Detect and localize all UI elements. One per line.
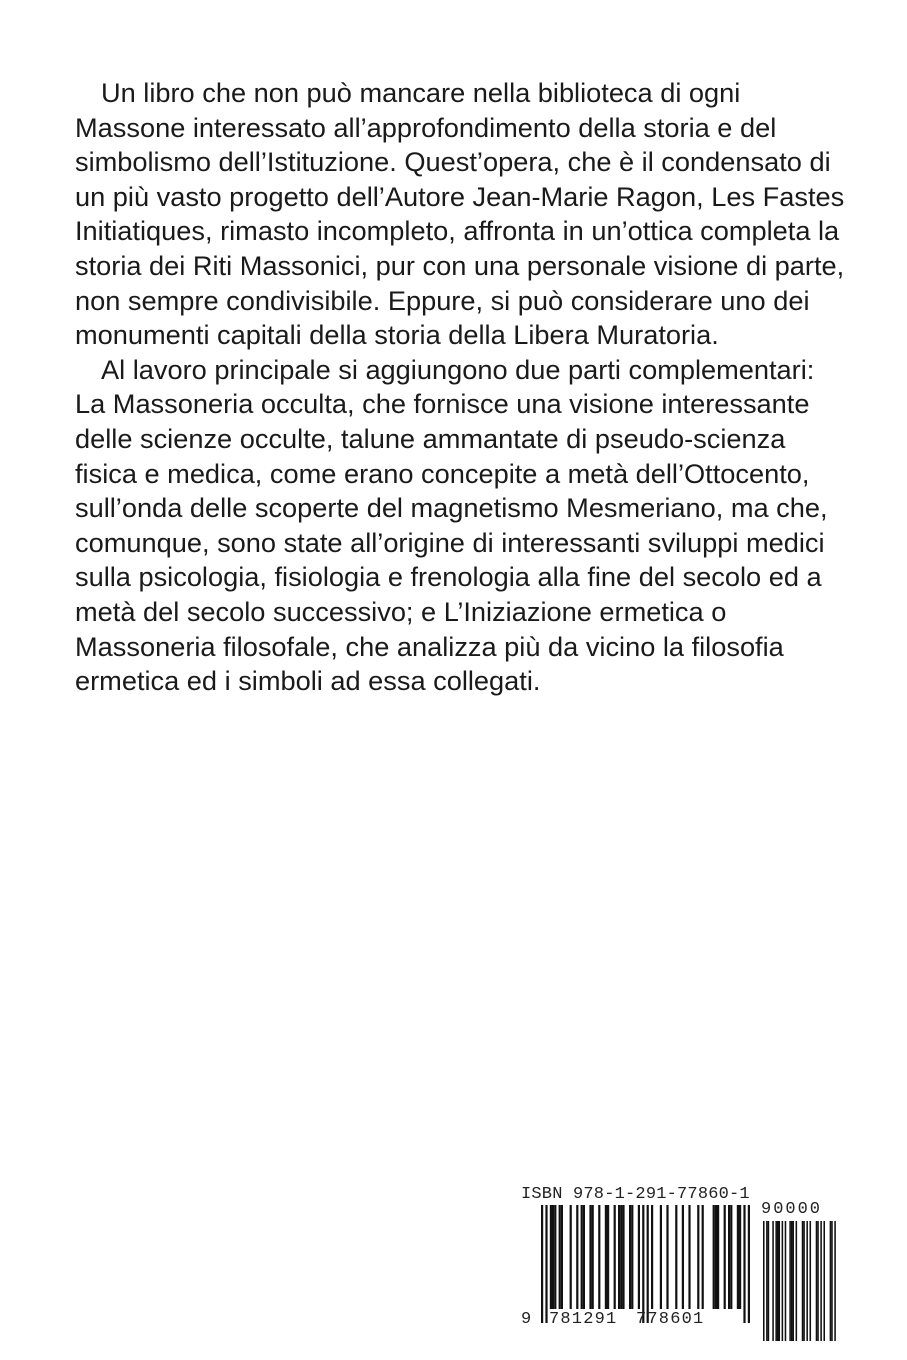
- barcode-bar: [598, 1205, 600, 1309]
- barcode-bar: [581, 1205, 583, 1309]
- back-cover-blurb: [75, 76, 845, 699]
- barcode-bar: [607, 1205, 609, 1309]
- ean13-bars: [527, 1205, 752, 1323]
- barcode-bar: [561, 1205, 563, 1309]
- ean-first-digit: 9: [521, 1310, 533, 1329]
- addon-bar: [777, 1221, 779, 1341]
- addon-bar: [806, 1221, 808, 1341]
- barcode-bar: [682, 1205, 684, 1309]
- addon-bar: [775, 1221, 777, 1341]
- barcode-bar: [715, 1205, 717, 1309]
- ean-right-digits: 778601: [636, 1310, 705, 1329]
- barcode-bar: [702, 1205, 704, 1309]
- addon-bar: [779, 1221, 781, 1341]
- barcode-bar: [642, 1205, 644, 1323]
- barcode-bar: [622, 1205, 624, 1309]
- barcode-bar: [717, 1205, 719, 1309]
- barcode-bar: [605, 1205, 607, 1309]
- addon-bar: [816, 1221, 818, 1341]
- addon-bars: [761, 1221, 841, 1341]
- barcode-bar: [550, 1205, 552, 1309]
- barcode-bar: [541, 1205, 543, 1323]
- addon-bar: [785, 1221, 787, 1341]
- barcode-bar: [545, 1205, 547, 1323]
- addon-digits: 90000: [761, 1200, 823, 1219]
- barcode-bar: [554, 1205, 556, 1309]
- barcode-bar: [688, 1205, 690, 1309]
- addon-bar: [820, 1221, 822, 1341]
- barcode-bar: [724, 1205, 726, 1309]
- barcode-bar: [638, 1205, 640, 1309]
- addon-bar: [791, 1221, 793, 1341]
- addon-bar: [768, 1221, 770, 1341]
- addon-bar: [823, 1221, 825, 1341]
- barcode-bar: [737, 1205, 739, 1309]
- blurb-paragraph-1: Un libro che non può mancare nella biblioteca di ogni Massone interessato all’approfondimento della storia e del simbolismo dell’Istituzione. Quest’opera, che è il condensato di un più vasto progetto dell’Autore Jean-Marie Ragon, Les Fastes Initiatiques, rimasto incompleto, affronta in un’ottica completa la storia dei Riti Massonici, pur con una personale visione di parte, non sempre condivisibile. Eppure, si può considerare uno dei monumenti capitali della storia della Libera Muratoria.: [75, 77, 845, 351]
- ean-left-digits: 781291: [549, 1310, 618, 1329]
- barcode-bar: [620, 1205, 622, 1309]
- barcode-bar: [552, 1205, 554, 1309]
- blurb-paragraph-2: Al lavoro principale si aggiungono due parti complementari: La Massoneria occulta, che fornisce una visione interessante delle scienze occulte, talune ammantate di pseudo-scienza fisica e medica, come erano concepite a metà dell’Ottocento, sull’onda delle scoperte del magnetismo Mesmeriano, ma che, comunque, sono state all’origine di interessanti sviluppi medici sulla psicologia, fisiologia e frenologia alla fine del secolo ed a metà del secolo successivo; e L’Iniziazione ermetica o Massoneria filosofale, che analizza più da vicino la filosofia ermetica ed i simboli ad essa collegati.: [75, 353, 828, 697]
- addon-bar: [817, 1221, 819, 1341]
- barcode-bar: [743, 1205, 745, 1323]
- addon-bar: [789, 1221, 791, 1341]
- barcode-bar: [570, 1205, 572, 1309]
- barcode-bar: [559, 1205, 561, 1309]
- barcode-bar: [697, 1205, 699, 1309]
- barcode-bar: [739, 1205, 741, 1309]
- barcode-bar: [631, 1205, 633, 1309]
- addon-bar: [810, 1221, 812, 1341]
- barcode-bar: [576, 1205, 578, 1309]
- barcode-bar: [666, 1205, 668, 1309]
- addon-bar: [796, 1221, 798, 1341]
- barcode-bar: [647, 1205, 649, 1323]
- addon-bar: [763, 1221, 765, 1341]
- addon-bar: [803, 1221, 805, 1341]
- barcode-bar: [660, 1205, 662, 1309]
- barcode-bar: [583, 1205, 585, 1309]
- addon-bar: [766, 1221, 768, 1341]
- barcode-bar: [713, 1205, 715, 1309]
- barcode-bar: [675, 1205, 677, 1309]
- barcode-bar: [730, 1205, 732, 1309]
- barcode-bar: [728, 1205, 730, 1309]
- barcode-bar: [589, 1205, 591, 1309]
- barcode-bar: [748, 1205, 750, 1323]
- barcode-bar: [618, 1205, 620, 1309]
- isbn-barcode: [521, 1185, 841, 1345]
- addon-bar: [802, 1221, 804, 1341]
- barcode-bar: [614, 1205, 616, 1309]
- addon-bar: [772, 1221, 774, 1341]
- addon-bar: [792, 1221, 794, 1341]
- barcode-bar: [629, 1205, 631, 1309]
- barcode-bar: [651, 1205, 653, 1309]
- barcode-bar: [592, 1205, 594, 1309]
- addon-bar: [831, 1221, 833, 1341]
- addon-bar: [834, 1221, 836, 1341]
- isbn-label: ISBN 978-1-291-77860-1: [521, 1185, 750, 1204]
- addon-bar: [830, 1221, 832, 1341]
- addon-bar: [782, 1221, 784, 1341]
